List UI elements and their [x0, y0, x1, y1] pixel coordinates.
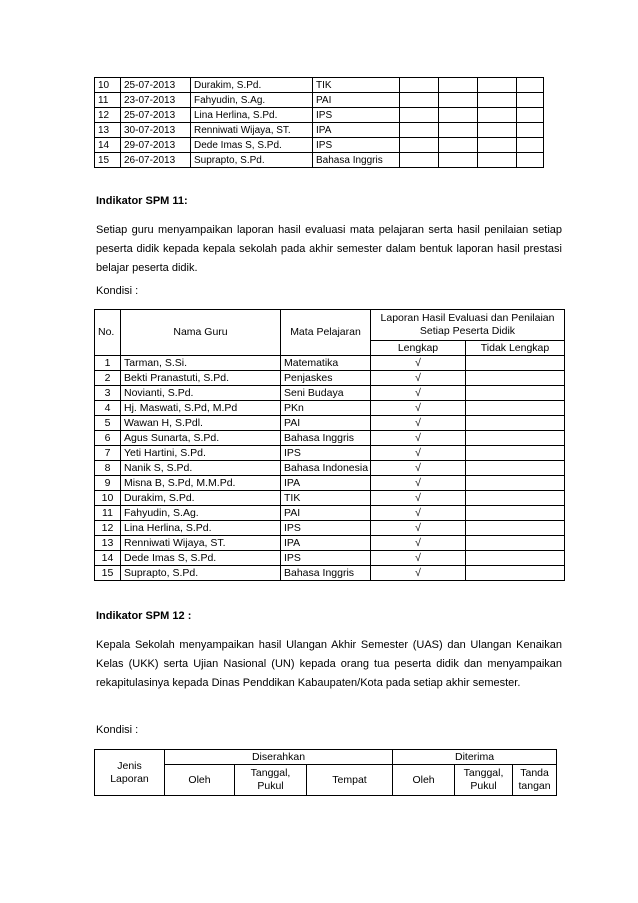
- col-header-oleh-diterima: Oleh: [393, 765, 455, 796]
- row-empty-cell: [400, 108, 439, 123]
- row-empty-cell: [400, 123, 439, 138]
- row-tidak-lengkap: [466, 476, 565, 491]
- spm11-kondisi-label: Kondisi :: [96, 285, 139, 297]
- row-empty-cell: [478, 78, 517, 93]
- spm12-kondisi-label: Kondisi :: [96, 724, 139, 736]
- row-empty-cell: [517, 108, 544, 123]
- row-empty-cell: [439, 138, 478, 153]
- col-header-jenis-laporan: Jenis Laporan: [95, 750, 165, 796]
- row-subject: IPS: [313, 108, 400, 123]
- row-number: 8: [95, 461, 121, 476]
- row-empty-cell: [517, 123, 544, 138]
- row-number: 14: [95, 551, 121, 566]
- col-header-laporan: Laporan Hasil Evaluasi dan Penilaian Setiap Peserta Didik: [371, 310, 565, 341]
- row-lengkap-check: √: [371, 506, 466, 521]
- row-number: 5: [95, 416, 121, 431]
- table-row: [95, 78, 544, 93]
- row-number: 2: [95, 371, 121, 386]
- row-subject: PAI: [281, 416, 371, 431]
- row-teacher-name: Dede Imas S, S.Pd.: [121, 551, 281, 566]
- row-tidak-lengkap: [466, 521, 565, 536]
- row-lengkap-check: √: [371, 491, 466, 506]
- row-teacher-name: Misna B, S.Pd, M.M.Pd.: [121, 476, 281, 491]
- row-teacher-name: Lina Herlina, S.Pd.: [191, 108, 313, 123]
- row-empty-cell: [478, 108, 517, 123]
- row-number: 1: [95, 356, 121, 371]
- row-number: 7: [95, 446, 121, 461]
- row-teacher-name: Wawan H, S.Pdl.: [121, 416, 281, 431]
- row-teacher-name: Renniwati Wijaya, ST.: [121, 536, 281, 551]
- spm11-table: [94, 309, 565, 581]
- row-tidak-lengkap: [466, 371, 565, 386]
- table-row: [95, 108, 544, 123]
- row-lengkap-check: √: [371, 416, 466, 431]
- table-row: [95, 123, 544, 138]
- table-row: [95, 138, 544, 153]
- row-lengkap-check: √: [371, 521, 466, 536]
- col-header-lengkap: Lengkap: [371, 341, 466, 356]
- row-teacher-name: Lina Herlina, S.Pd.: [121, 521, 281, 536]
- col-header-oleh-diserahkan: Oleh: [165, 765, 235, 796]
- table-row: [95, 93, 544, 108]
- row-subject: IPA: [313, 123, 400, 138]
- row-teacher-name: Yeti Hartini, S.Pd.: [121, 446, 281, 461]
- col-header-tempat: Tempat: [307, 765, 393, 796]
- row-teacher-name: Hj. Maswati, S.Pd, M.Pd: [121, 401, 281, 416]
- table-row: [95, 153, 544, 168]
- row-date: 25-07-2013: [121, 108, 191, 123]
- row-teacher-name: Agus Sunarta, S.Pd.: [121, 431, 281, 446]
- table-row: [95, 431, 565, 446]
- row-number: 12: [95, 521, 121, 536]
- col-header-diserahkan: Diserahkan: [165, 750, 393, 765]
- row-teacher-name: Suprapto, S.Pd.: [121, 566, 281, 581]
- col-header-mata-pelajaran: Mata Pelajaran: [281, 310, 371, 356]
- row-number: 15: [95, 153, 121, 168]
- row-number: 3: [95, 386, 121, 401]
- row-empty-cell: [400, 138, 439, 153]
- table-row: [95, 506, 565, 521]
- spm11-paragraph: Setiap guru menyampaikan laporan hasil evaluasi mata pelajaran serta hasil penilaian setiap peserta didik kepada kepala sekolah pada akhir semester dalam bentuk laporan hasil prestasi belajar peserta didik.: [96, 224, 562, 274]
- table-row: [95, 536, 565, 551]
- row-teacher-name: Bekti Pranastuti, S.Pd.: [121, 371, 281, 386]
- row-number: 13: [95, 536, 121, 551]
- row-subject: Seni Budaya: [281, 386, 371, 401]
- table-row: [95, 521, 565, 536]
- row-subject: Bahasa Inggris: [281, 566, 371, 581]
- col-header-nama-guru: Nama Guru: [121, 310, 281, 356]
- spm11-heading: Indikator SPM 11:: [96, 195, 188, 207]
- row-tidak-lengkap: [466, 491, 565, 506]
- row-date: 30-07-2013: [121, 123, 191, 138]
- row-lengkap-check: √: [371, 461, 466, 476]
- row-number: 13: [95, 123, 121, 138]
- table-row: [95, 371, 565, 386]
- row-subject: Bahasa Indonesia: [281, 461, 371, 476]
- row-lengkap-check: √: [371, 536, 466, 551]
- col-header-tanggal-diterima: Tanggal, Pukul: [455, 765, 513, 796]
- row-lengkap-check: √: [371, 401, 466, 416]
- row-empty-cell: [478, 93, 517, 108]
- row-subject: IPA: [281, 536, 371, 551]
- spm12-paragraph: Kepala Sekolah menyampaikan hasil Ulangan Akhir Semester (UAS) dan Ulangan Kenaikan Kelas (UKK) serta Ujian Nasional (UN) kepada orang tua peserta didik dan menyampaikan rekapitulasinya kepada Dinas Penddikan Kabaupaten/Kota pada setiap akhir semester.: [96, 639, 562, 689]
- row-empty-cell: [400, 93, 439, 108]
- row-empty-cell: [439, 153, 478, 168]
- table-row: [95, 401, 565, 416]
- table-row: [95, 446, 565, 461]
- row-tidak-lengkap: [466, 566, 565, 581]
- row-tidak-lengkap: [466, 401, 565, 416]
- continuation-table: [94, 77, 544, 168]
- row-subject: Bahasa Inggris: [313, 153, 400, 168]
- table-row: [95, 476, 565, 491]
- row-number: 10: [95, 491, 121, 506]
- table-row: [95, 461, 565, 476]
- row-empty-cell: [478, 123, 517, 138]
- row-date: 29-07-2013: [121, 138, 191, 153]
- row-number: 6: [95, 431, 121, 446]
- table-row: [95, 386, 565, 401]
- row-number: 12: [95, 108, 121, 123]
- row-teacher-name: Renniwati Wijaya, ST.: [191, 123, 313, 138]
- row-tidak-lengkap: [466, 551, 565, 566]
- row-teacher-name: Dede Imas S, S.Pd.: [191, 138, 313, 153]
- row-number: 14: [95, 138, 121, 153]
- row-date: 25-07-2013: [121, 78, 191, 93]
- row-number: 11: [95, 506, 121, 521]
- row-lengkap-check: √: [371, 566, 466, 581]
- row-empty-cell: [517, 138, 544, 153]
- row-teacher-name: Suprapto, S.Pd.: [191, 153, 313, 168]
- row-subject: TIK: [313, 78, 400, 93]
- row-tidak-lengkap: [466, 386, 565, 401]
- col-header-tanda-tangan: Tanda tangan: [513, 765, 557, 796]
- row-teacher-name: Nanik S, S.Pd.: [121, 461, 281, 476]
- row-empty-cell: [517, 93, 544, 108]
- row-subject: IPS: [281, 521, 371, 536]
- row-number: 4: [95, 401, 121, 416]
- row-tidak-lengkap: [466, 536, 565, 551]
- table-row: [95, 356, 565, 371]
- row-empty-cell: [517, 78, 544, 93]
- row-subject: IPS: [313, 138, 400, 153]
- table-row: [95, 566, 565, 581]
- row-empty-cell: [478, 153, 517, 168]
- row-lengkap-check: √: [371, 356, 466, 371]
- row-empty-cell: [439, 108, 478, 123]
- row-subject: Matematika: [281, 356, 371, 371]
- col-header-diterima: Diterima: [393, 750, 557, 765]
- row-tidak-lengkap: [466, 506, 565, 521]
- row-number: 10: [95, 78, 121, 93]
- row-subject: IPA: [281, 476, 371, 491]
- row-lengkap-check: √: [371, 431, 466, 446]
- row-lengkap-check: √: [371, 386, 466, 401]
- table-row: [95, 551, 565, 566]
- table-row: [95, 491, 565, 506]
- row-empty-cell: [478, 138, 517, 153]
- row-subject: PAI: [281, 506, 371, 521]
- row-empty-cell: [517, 153, 544, 168]
- row-subject: IPS: [281, 551, 371, 566]
- row-tidak-lengkap: [466, 356, 565, 371]
- row-lengkap-check: √: [371, 446, 466, 461]
- row-lengkap-check: √: [371, 551, 466, 566]
- row-empty-cell: [439, 78, 478, 93]
- row-subject: PKn: [281, 401, 371, 416]
- row-tidak-lengkap: [466, 416, 565, 431]
- row-subject: Bahasa Inggris: [281, 431, 371, 446]
- row-number: 11: [95, 93, 121, 108]
- row-teacher-name: Novianti, S.Pd.: [121, 386, 281, 401]
- row-teacher-name: Tarman, S.Si.: [121, 356, 281, 371]
- row-subject: TIK: [281, 491, 371, 506]
- row-subject: IPS: [281, 446, 371, 461]
- row-teacher-name: Fahyudin, S.Ag.: [121, 506, 281, 521]
- row-number: 9: [95, 476, 121, 491]
- row-date: 26-07-2013: [121, 153, 191, 168]
- row-lengkap-check: √: [371, 371, 466, 386]
- row-tidak-lengkap: [466, 446, 565, 461]
- row-number: 15: [95, 566, 121, 581]
- row-empty-cell: [439, 93, 478, 108]
- col-header-tidak-lengkap: Tidak Lengkap: [466, 341, 565, 356]
- row-teacher-name: Durakim, S.Pd.: [191, 78, 313, 93]
- row-teacher-name: Durakim, S.Pd.: [121, 491, 281, 506]
- row-empty-cell: [439, 123, 478, 138]
- row-empty-cell: [400, 153, 439, 168]
- row-subject: PAI: [313, 93, 400, 108]
- row-lengkap-check: √: [371, 476, 466, 491]
- row-tidak-lengkap: [466, 431, 565, 446]
- row-date: 23-07-2013: [121, 93, 191, 108]
- row-tidak-lengkap: [466, 461, 565, 476]
- col-header-tanggal-diserahkan: Tanggal, Pukul: [235, 765, 307, 796]
- spm12-table: [94, 749, 557, 796]
- row-teacher-name: Fahyudin, S.Ag.: [191, 93, 313, 108]
- row-empty-cell: [400, 78, 439, 93]
- row-subject: Penjaskes: [281, 371, 371, 386]
- table-row: [95, 416, 565, 431]
- col-header-no: No.: [95, 310, 121, 356]
- spm12-heading: Indikator SPM 12 :: [96, 610, 192, 622]
